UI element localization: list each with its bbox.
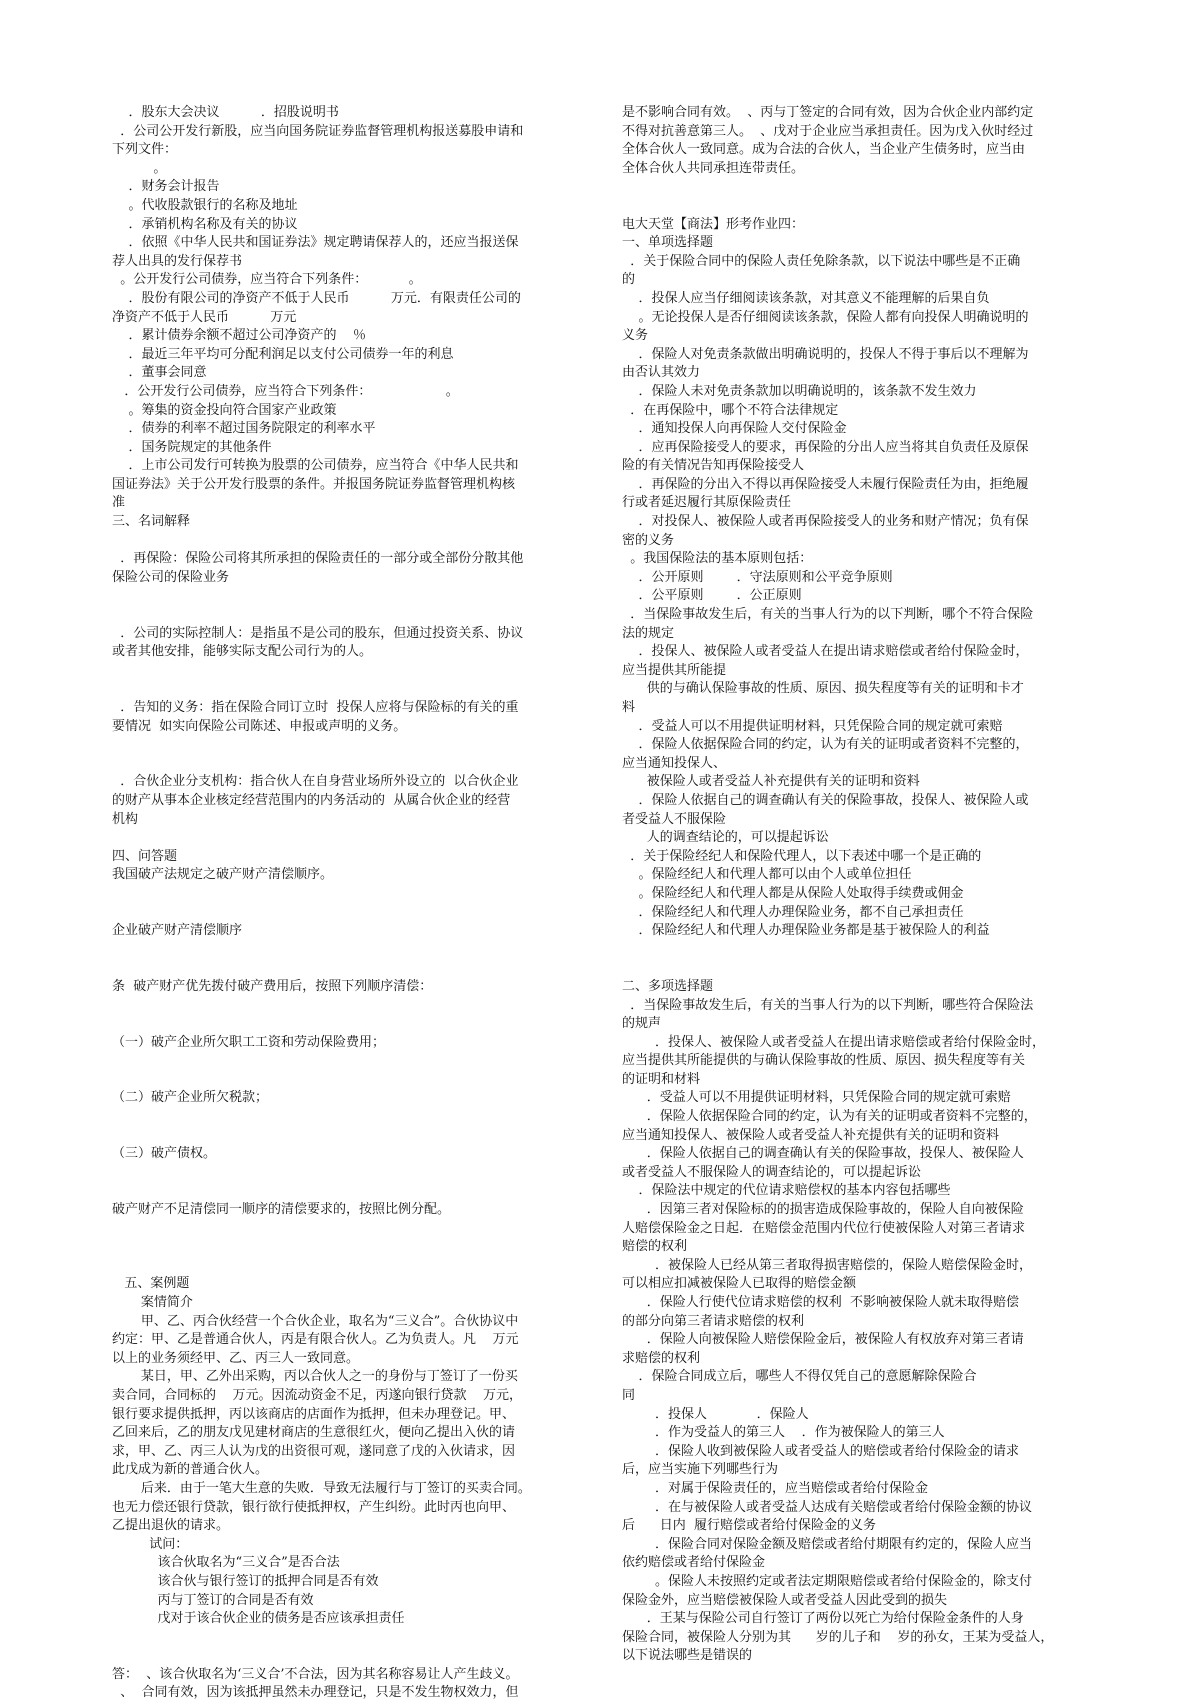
text-line: 。保险经纪人和代理人都是从保险人处取得手续费或佣金 — [622, 885, 964, 901]
text-line: ．对属于保险责任的，应当赔偿或者给付保险金 — [622, 1480, 929, 1496]
text-line: 后，应当实施下列哪些行为 — [622, 1462, 779, 1478]
text-line: 同 — [622, 1387, 636, 1403]
left-column — [112, 104, 584, 1703]
text-line: ．最近三年平均可分配利润足以支付公司债券一年的利息 — [112, 346, 454, 362]
text-line: 法的规定 — [622, 625, 675, 641]
text-line: ．保险人对免责条款做出明确说明的，投保人不得于事后以不理解为 — [622, 346, 1029, 362]
text-line: 密的义务 — [622, 532, 675, 548]
text-line: ．作为受益人的第三人 ．作为被保险人的第三人 — [622, 1425, 945, 1441]
text-line: 企业破产财产清偿顺序 — [112, 923, 243, 939]
text-line: 的规声 — [622, 1016, 662, 1032]
text-line — [112, 997, 584, 1016]
text-line: 保险合同，被保险人分别为其 岁的儿子和 岁的孙女，王某为受益人， — [622, 1629, 1054, 1645]
text-line: 戊对于该合伙企业的债务是否应该承担责任 — [112, 1611, 405, 1627]
text-line: ．保险人向被保险人赔偿保险金后，被保险人有权放弃对第三者请 — [622, 1332, 1024, 1348]
text-line: 求赔偿的权利 — [622, 1350, 701, 1366]
text-line: ．董事会同意 — [112, 365, 207, 381]
text-line: 准 — [112, 495, 126, 511]
text-line — [112, 1257, 584, 1276]
text-line: 案情简介 — [112, 1295, 193, 1310]
text-line: ．保险经纪人和代理人办理保险业务，都不自己承担责任 — [622, 904, 964, 920]
text-line — [112, 587, 584, 606]
text-line: ．合伙企业分支机构：指合伙人在自身营业场所外设立的 以合伙企业 — [112, 774, 519, 790]
text-line: 料 — [622, 700, 636, 715]
text-line: 全体合伙人共同承担连带责任。 — [622, 160, 805, 176]
text-line: ．依照《中华人民共和国证券法》规定聘请保荐人的，还应当报送保 — [112, 235, 519, 251]
text-line: 或者受益人不服保险人的调查结论的，可以提起诉讼 — [622, 1164, 922, 1180]
text-line: 此戊成为新的普通合伙人。 — [112, 1462, 269, 1478]
text-line: ．保险人行使代位请求赔偿的权利 不影响被保险人就未取得赔偿 — [622, 1295, 1020, 1310]
text-line: ．投保人 ．保险人 — [622, 1406, 809, 1422]
text-line: 、 合同有效，因为该抵押虽然未办理登记，只是不发生物权效力，但 — [112, 1685, 519, 1701]
text-line: 后来．由于一笔大生意的失败．导致无法履行与丁签订的买卖合同。 — [112, 1480, 531, 1496]
text-line: ．保险合同成立后，哪些人不得仅凭自己的意愿解除保险合 — [622, 1369, 977, 1385]
text-line: 以下说法哪些是错误的 — [622, 1648, 753, 1664]
text-line: 以上的业务须经甲、乙、丙三人一致同意。 — [112, 1350, 360, 1366]
text-line: ．受益人可以不用提供证明材料，只凭保险合同的规定就可索赔 — [622, 718, 1003, 734]
text-line: ．当保险事故发生后，有关的当事人行为的以下判断，哪个不符合保险 — [622, 607, 1034, 623]
text-line: 是不影响合同有效。 、丙与丁签定的合同有效，因为合伙企业内部约定 — [622, 105, 1034, 120]
text-line: 后 日内 履行赔偿或者给付保险金的义务 — [622, 1518, 877, 1534]
text-line: 保险金外，应当赔偿被保险人或者受益人因此受到的损失 — [622, 1592, 948, 1608]
text-line — [112, 1182, 584, 1201]
text-line: ．投保人、被保险人或者受益人在提出请求赔偿或者给付保险金时， — [622, 644, 1029, 660]
text-line: 依约赔偿或者给付保险金 — [622, 1555, 766, 1571]
text-line: 供的与确认保险事故的性质、原因、损失程度等有关的证明和卡才 — [622, 681, 1024, 697]
text-line: ．投保人应当仔细阅读该条款，对其意义不能理解的后果自负 — [622, 290, 990, 306]
text-line: ．再保险的分出入不得以再保险接受人未履行保险责任为由，拒绝履 — [622, 476, 1029, 492]
text-line — [112, 959, 584, 978]
text-line: ．被保险人已经从第三者取得损害赔偿的，保险人赔偿保险金时， — [622, 1257, 1033, 1273]
text-line: ．再保险：保险公司将其所承担的保险责任的一部分或全部份分散其他 — [112, 551, 524, 567]
text-line: 。我国保险法的基本原则包括： — [622, 551, 813, 567]
text-line: 三、名词解释 — [112, 514, 191, 530]
text-line: 应当提供其所能提供的与确认保险事故的性质、原因、损失程度等有关 — [622, 1053, 1026, 1069]
text-line: ．公司公开发行新股，应当向国务院证券监督管理机构报送募股申请和 — [112, 123, 524, 139]
text-line: 乙回来后，乙的朋友戊见建材商店的生意很红火，便向乙提出入伙的请 — [112, 1425, 516, 1441]
text-line: 的部分向第三者请求赔偿的权利 — [622, 1313, 805, 1329]
text-line: 机构 — [112, 811, 139, 827]
text-line: 净资产不低于人民币 万元 — [112, 309, 297, 325]
text-line: ．承销机构名称及有关的协议 — [112, 216, 298, 232]
text-line — [112, 680, 584, 699]
text-line: （二）破产企业所欠税款； — [112, 1090, 269, 1106]
text-line: 该合伙取名为“三义合”是否合法 — [112, 1555, 340, 1571]
text-line: 破产财产不足清偿同一顺序的清偿要求的，按照比例分配。 — [112, 1202, 451, 1218]
text-line — [112, 904, 584, 923]
text-line: 丙与丁签订的合同是否有效 — [112, 1592, 314, 1608]
text-line: ．王某与保险公司自行签订了两份以死亡为给付保险金条件的人身 — [622, 1611, 1024, 1627]
text-line — [112, 1015, 584, 1034]
text-line: 甲、乙、丙合伙经营一个合伙企业，取名为“三义合”。合伙协议中 — [112, 1313, 519, 1329]
text-line: 。代收股款银行的名称及地址 — [112, 197, 298, 213]
text-line: ．告知的义务：指在保险合同订立时 投保人应将与保险标的有关的重 — [112, 700, 519, 715]
text-line: 下列文件： — [112, 142, 178, 158]
text-line: （三）破产债权。 — [112, 1146, 217, 1162]
text-line: 人的调查结论的，可以提起诉讼 — [622, 830, 829, 846]
text-line: 。无论投保人是否仔细阅读该条款，保险人都有向投保人明确说明的 — [622, 309, 1029, 325]
text-line: 卖合同，合同标的 万元。因流动资金不足，丙遂向银行贷款 万元， — [112, 1387, 523, 1403]
text-line: 的 — [622, 272, 636, 288]
text-line: 约定：甲、乙是普通合伙人，丙是有限合伙人。乙为负责人。凡 万元 — [112, 1332, 519, 1348]
text-line: ．保险人收到被保险人或者受益人的赔偿或者给付保险金的请求 — [622, 1443, 1020, 1459]
text-line: ．在与被保险人或者受益人达成有关赔偿或者给付保险金额的协议 — [622, 1499, 1033, 1515]
text-line — [622, 941, 1090, 960]
text-line: ．债券的利率不超过国务院限定的利率水平 — [112, 421, 376, 437]
text-line: 。公开发行公司债券，应当符合下列条件： 。 — [112, 272, 422, 288]
text-line: 义务 — [622, 328, 649, 344]
text-line: 可以相应扣减被保险人已取得的赔偿金额 — [622, 1276, 857, 1292]
text-line: ．公开发行公司债券，应当符合下列条件： 。 — [112, 383, 459, 399]
text-line: ．股东大会决议 ．招股说明书 — [112, 105, 339, 120]
text-line: 不得对抗善意第三人。 、戊对于企业应当承担责任。因为戊入伙时经过 — [622, 123, 1034, 139]
text-line — [112, 606, 584, 625]
text-line: ．保险合同对保险金额及赔偿或者给付期限有约定的，保险人应当 — [622, 1536, 1033, 1552]
text-line: ．因第三者对保险标的的损害造成保险事故的，保险人自向被保险 — [622, 1202, 1024, 1218]
text-line: 银行要求提供抵押，丙以该商店的店面作为抵押，但未办理登记。甲、 — [112, 1406, 516, 1422]
text-line: ．公司的实际控制人：是指虽不是公司的股东，但通过投资关系、协议 — [112, 625, 524, 641]
text-line — [112, 736, 584, 755]
text-line: 被保险人或者受益人补充提供有关的证明和资料 — [622, 774, 920, 790]
text-line — [622, 178, 1090, 197]
text-line: 应当通知投保人、被保险人或者受益人补充提供有关的证明和资料 — [622, 1127, 1000, 1143]
text-line: ．股份有限公司的净资产不低于人民币 万元．有限责任公司的 — [112, 290, 521, 306]
text-line: ．对投保人、被保险人或者再保险接受人的业务和财产情况；负有保 — [622, 514, 1029, 530]
text-line: 应当通知投保人、 — [622, 755, 727, 771]
text-line: 行或者延迟履行其原保险责任 — [622, 495, 792, 511]
text-line: 试问： — [112, 1536, 189, 1552]
text-line: ．国务院规定的其他条件 — [112, 439, 272, 455]
text-line: ．通知投保人向再保险人交付保险金 — [622, 421, 847, 437]
text-line: 也无力偿还银行贷款，银行欲行使抵押权，产生纠纷。此时丙也向甲、 — [112, 1499, 516, 1515]
text-line: ．受益人可以不用提供证明材料，只凭保险合同的规定就可索赔 — [622, 1090, 1011, 1106]
text-line: 险的有关情况告知再保险接受人 — [622, 458, 805, 474]
text-line: ．上市公司发行可转换为股票的公司债券，应当符合《中华人民共和 — [112, 458, 519, 474]
text-line — [112, 1220, 584, 1239]
text-line — [112, 1127, 584, 1146]
text-line — [112, 941, 584, 960]
text-line: ．财务会计报告 — [112, 179, 220, 195]
text-line: 的财产从事本企业核定经营范围内的内务活动的 从属合伙企业的经营 — [112, 792, 511, 808]
text-line: ．投保人、被保险人或者受益人在提出请求赔偿或者给付保险金时， — [622, 1034, 1046, 1050]
text-line — [112, 1238, 584, 1257]
text-line: 五、案例题 — [112, 1276, 190, 1292]
text-line: 或者其他安排，能够实际支配公司行为的人。 — [112, 644, 373, 660]
text-line: 应当提供其所能提 — [622, 662, 727, 678]
text-line: 二、多项选择题 — [622, 978, 714, 994]
text-line — [622, 959, 1090, 978]
text-line: ．公平原则 ．公正原则 — [622, 588, 802, 604]
text-line: 。筹集的资金投向符合国家产业政策 — [112, 402, 337, 418]
text-line — [112, 1071, 584, 1090]
text-line: ．累计债券余额不超过公司净资产的 ％ — [112, 328, 367, 344]
text-line: 一、单项选择题 — [622, 235, 714, 251]
text-line: 电大天堂【商法】形考作业四： — [622, 216, 805, 232]
text-line: 答： 、该合伙取名为‘三义合’不合法，因为其名称容易让人产生歧义。 — [112, 1666, 519, 1682]
text-line: 某日，甲、乙外出采购，丙以合伙人之一的身份与丁签订了一份买 — [112, 1369, 518, 1385]
text-line: 四、问答题 — [112, 848, 178, 864]
text-line — [112, 829, 584, 848]
text-line: ．当保险事故发生后，有关的当事人行为的以下判断，哪些符合保险法 — [622, 997, 1034, 1013]
text-line: 的证明和材料 — [622, 1071, 701, 1087]
right-column — [622, 104, 1090, 1666]
text-line — [112, 885, 584, 904]
text-line — [112, 1629, 584, 1648]
text-line — [112, 1647, 584, 1666]
text-line: ．保险经纪人和代理人办理保险业务都是基于被保险人的利益 — [622, 923, 990, 939]
text-line: ．保险人依据保险合同的约定，认为有关的证明或者资料不完整的， — [622, 737, 1029, 753]
text-line — [112, 532, 584, 551]
text-line: 求，甲、乙、丙三人认为戊的出资很可观，遂同意了戊的入伙请求，因 — [112, 1443, 516, 1459]
text-line: 。保险经纪人和代理人都可以由个人或单位担任 — [622, 867, 912, 883]
text-line: ．保险人未对免责条款加以明确说明的，该条款不发生效力 — [622, 383, 977, 399]
text-line: 要情况 如实向保险公司陈述、申报或声明的义务。 — [112, 718, 407, 734]
text-line: 该合伙与银行签订的抵押合同是否有效 — [112, 1573, 379, 1589]
text-line — [112, 1108, 584, 1127]
text-line: 。 — [112, 160, 167, 176]
text-line: ．保险人依据自己的调查确认有关的保险事故，投保人、被保险人 — [622, 1146, 1024, 1162]
text-line — [112, 755, 584, 774]
text-line — [112, 1052, 584, 1071]
text-line: 荐人出具的发行保荐书 — [112, 253, 243, 269]
text-line: ．应再保险接受人的要求，再保险的分出人应当将其自负责任及原保 — [622, 439, 1029, 455]
text-line: ．关于保险合同中的保险人责任免除条款，以下说法中哪些是不正确 — [622, 253, 1021, 269]
text-line: 国证券法》关于公开发行股票的条件。并报国务院证券监督管理机构核 — [112, 476, 516, 492]
text-line: ．保险人依据自己的调查确认有关的保险事故，投保人、被保险人或 — [622, 792, 1029, 808]
text-line: 乙提出退伙的请求。 — [112, 1518, 230, 1534]
text-line: 我国破产法规定之破产财产清偿顺序。 — [112, 867, 334, 883]
text-line: 全体合伙人一致同意。成为合法的合伙人，当企业产生债务时，应当由 — [622, 142, 1026, 158]
text-line: 由否认其效力 — [622, 365, 701, 381]
text-line: 保险公司的保险业务 — [112, 569, 230, 585]
text-line: ．保险人依据保险合同的约定，认为有关的证明或者资料不完整的， — [622, 1109, 1037, 1125]
text-line: 。保险人未按照约定或者法定期限赔偿或者给付保险金的，除支付 — [622, 1573, 1033, 1589]
text-line: 者受益人不服保险 — [622, 811, 727, 827]
text-line: ．在再保险中，哪个不符合法律规定 — [622, 402, 839, 418]
text-line: ．保险法中规定的代位请求赔偿权的基本内容包括哪些 — [622, 1183, 951, 1199]
text-line: 赔偿的权利 — [622, 1239, 688, 1255]
text-line: ．关于保险经纪人和保险代理人，以下表述中哪一个是正确的 — [622, 848, 982, 864]
text-line: 条 破产财产优先拨付破产费用后，按照下列顺序清偿： — [112, 978, 433, 994]
text-line: 人赔偿保险金之日起．在赔偿金范围内代位行使被保险人对第三者请求 — [622, 1220, 1026, 1236]
text-line — [112, 1164, 584, 1183]
text-line: ．公开原则 ．守法原则和公平竞争原则 — [622, 569, 893, 585]
text-line — [112, 662, 584, 681]
text-line — [622, 197, 1090, 216]
text-line: （一）破产企业所欠职工工资和劳动保险费用； — [112, 1034, 386, 1050]
